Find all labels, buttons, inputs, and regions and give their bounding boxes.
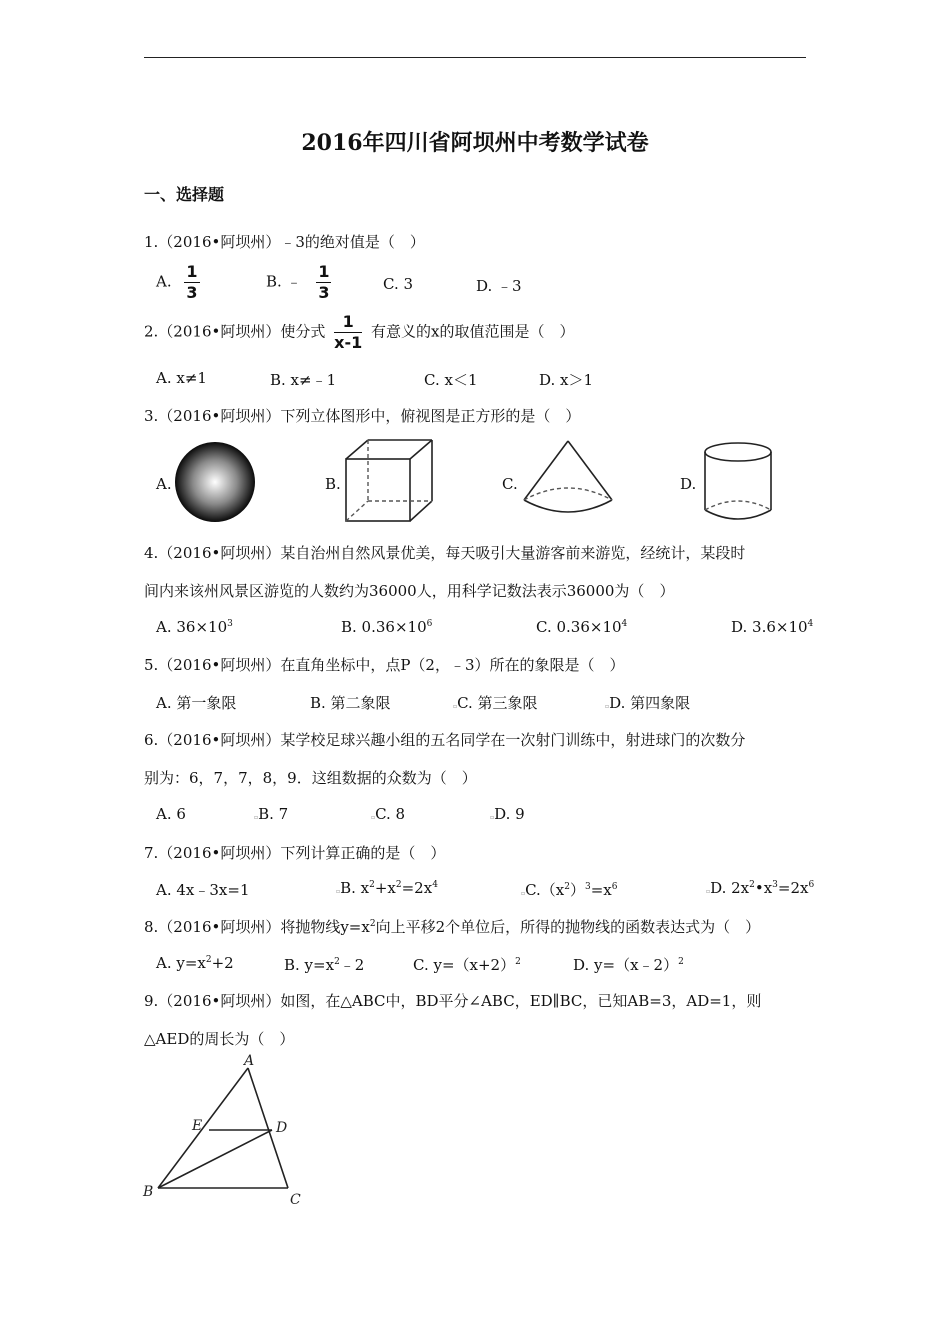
- q4-option-b: B. $0.36\times 10^6$: [341, 618, 433, 636]
- q2-option-d: D. x＞1: [539, 371, 594, 389]
- q6-option-b: ▫B. 7: [254, 805, 289, 823]
- q4-option-a: A. $36\times 10^3$: [156, 618, 233, 636]
- question-5-stem: 5.（2016•阿坝州）在直角坐标中，点P（2，﹣3）所在的象限是（ ）: [144, 656, 625, 674]
- q7-option-a: A. 4x﹣3x=1: [156, 881, 250, 899]
- q5-option-a: A. 第一象限: [156, 694, 237, 712]
- q7-option-b: ▫B. $x^2+x^2=2x^4$: [336, 879, 438, 897]
- q2-option-a: A. x≠1: [156, 369, 207, 387]
- q8-option-d: D. y=（x﹣2）$^2$: [573, 956, 684, 974]
- cone-figure: [518, 438, 618, 530]
- q5-option-d: ▫D. 第四象限: [605, 694, 691, 712]
- q2-option-c: C. x＜1: [424, 371, 478, 389]
- triangle-figure: [138, 1050, 318, 1215]
- label-b: B: [143, 1184, 154, 1200]
- q1-option-b: B. ﹣ $\frac{1}{3}$: [266, 262, 330, 302]
- sphere-figure: [170, 440, 262, 524]
- q1-option-c: C. 3: [383, 275, 414, 293]
- q8-option-a: A. $y=x^2+2$: [156, 954, 234, 972]
- header-rule: [144, 57, 806, 58]
- q6-option-d: ▫D. 9: [490, 805, 525, 823]
- question-6-line-2: 别为：6，7，7，8，9．这组数据的众数为（ ）: [144, 769, 477, 787]
- cylinder-figure: [700, 440, 776, 524]
- q3-option-c: C.: [502, 475, 518, 493]
- q6-option-c: ▫C. 8: [371, 805, 406, 823]
- label-a: A: [244, 1053, 255, 1069]
- q8-option-c: C. $y=(x+2)^2$: [413, 956, 521, 974]
- label-e: E: [192, 1118, 203, 1134]
- label-d: D: [276, 1120, 288, 1136]
- question-1-stem: 1.（2016•阿坝州）﹣3的绝对值是（ ）: [144, 233, 425, 251]
- q3-option-a: A.: [156, 475, 172, 493]
- page-title: 2016年四川省阿坝州中考数学试卷: [301, 130, 649, 156]
- q4-option-d: D. $3.6\times 10^4$: [731, 618, 814, 636]
- question-4-line-2: 间内来该州风景区游览的人数约为36000人，用科学记数法表示36000为（ ）: [144, 582, 675, 600]
- question-9-line-1: 9.（2016•阿坝州）如图，在△ABC中，BD平分∠ABC，ED∥BC，已知AB=3，AD=1，则: [144, 992, 762, 1010]
- q1-option-a: A. $\frac{1}{3}$: [156, 262, 198, 302]
- question-6-line-1: 6.（2016•阿坝州）某学校足球兴趣小组的五名同学在一次射门训练中，射进球门的次数分: [144, 731, 746, 749]
- q1-option-d: D. ﹣3: [476, 277, 522, 295]
- question-8-stem: 8.（2016•阿坝州）将抛物线$y=x^2$向上平移2个单位后，所得的抛物线的函数表达式为（ ）: [144, 918, 761, 936]
- question-9-line-2: △AED的周长为（ ）: [144, 1030, 295, 1048]
- q3-option-b: B.: [325, 475, 341, 493]
- q8-option-b: B. $y=x^2﹣2$: [284, 956, 365, 974]
- question-7-stem: 7.（2016•阿坝州）下列计算正确的是（ ）: [144, 844, 446, 862]
- question-2-stem: 2.（2016•阿坝州）使分式 $\frac{1}{x-1}$ 有意义的x的取值范围是（ ）: [144, 312, 575, 352]
- q7-option-d: ▫D. $2x^2•x^3=2x^6$: [706, 879, 815, 897]
- section-heading: 一、选择题: [144, 185, 225, 204]
- q3-option-d: D.: [680, 475, 697, 493]
- q6-option-a: A. 6: [156, 805, 186, 823]
- q2-option-b: B. x≠﹣1: [270, 371, 337, 389]
- cube-figure: [340, 437, 440, 527]
- q5-option-c: ▫C. 第三象限: [453, 694, 538, 712]
- q5-option-b: B. 第二象限: [310, 694, 391, 712]
- label-c: C: [290, 1192, 301, 1208]
- question-3-stem: 3.（2016•阿坝州）下列立体图形中，俯视图是正方形的是（ ）: [144, 407, 581, 425]
- q7-option-c: $▫C.(x^2)^3=x^6$: [521, 881, 618, 899]
- q4-option-c: C. $0.36\times 10^4$: [536, 618, 628, 636]
- question-4-line-1: 4.（2016•阿坝州）某自治州自然风景优美，每天吸引大量游客前来游览，经统计，某段时: [144, 544, 746, 562]
